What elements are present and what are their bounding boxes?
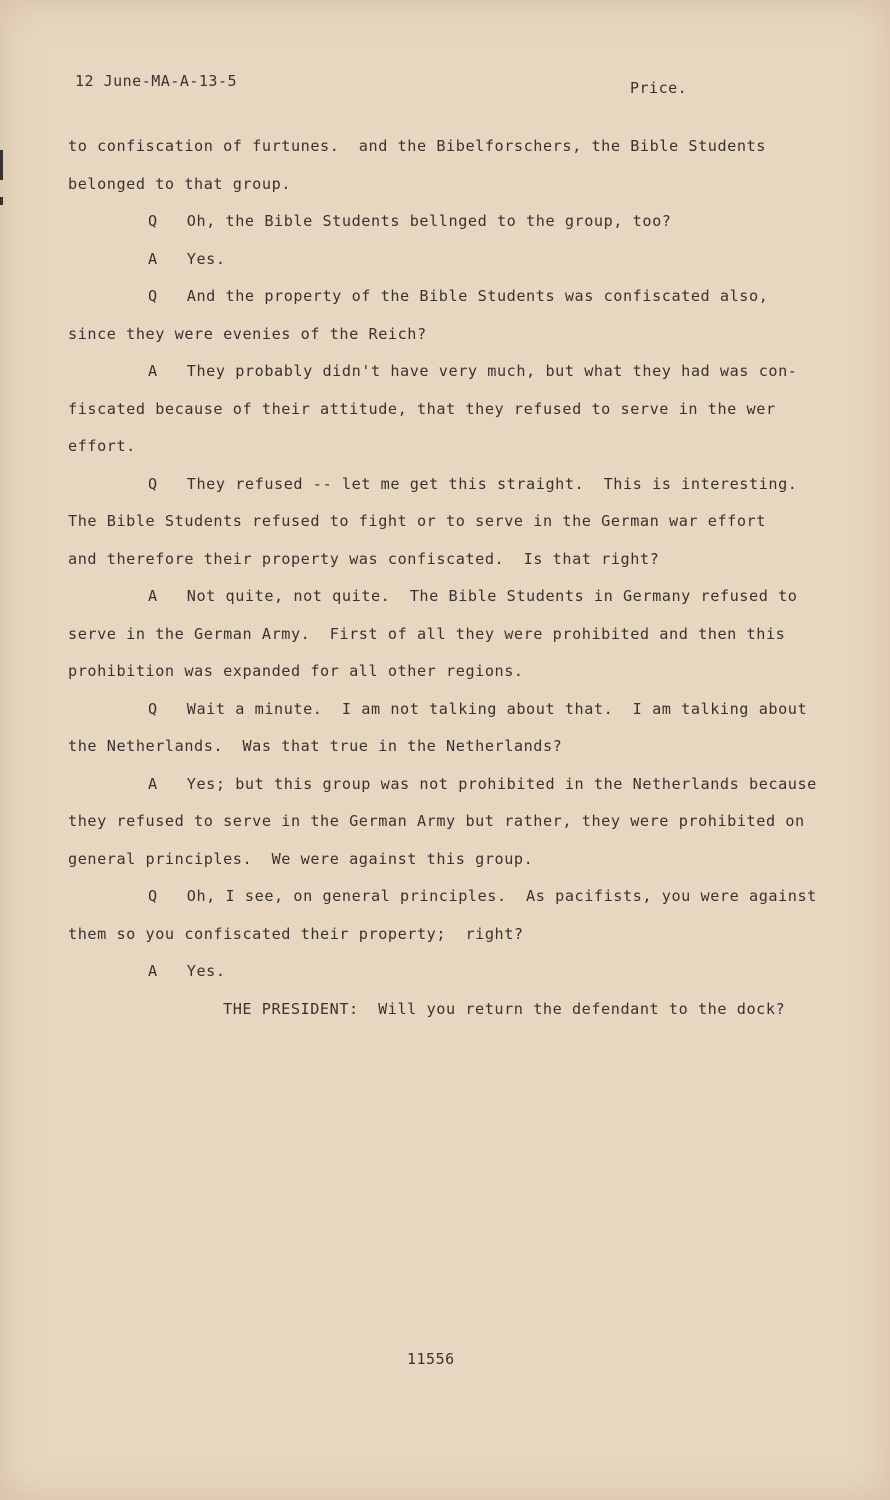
margin-mark	[0, 197, 3, 205]
answer-line: A Yes.	[148, 249, 226, 268]
header-reference: 12 June-MA-A-13-5	[75, 72, 238, 90]
transcript-line: them so you confiscated their property; right?	[68, 924, 524, 943]
question-line: Q Oh, the Bible Students bellnged to the group, too?	[148, 212, 672, 230]
transcript-line: since they were evenies of the Reich?	[68, 324, 427, 343]
answer-line: A Yes; but this group was not prohibited in the Netherlands because	[148, 774, 817, 793]
question-line: Q And the property of the Bible Students was confiscated also,	[148, 287, 769, 305]
question-line: Q They refused -- let me get this straight. This is interesting.	[148, 474, 798, 493]
transcript-line: serve in the German Army. First of all they were prohibited and then this	[68, 624, 786, 643]
transcript-line: fiscated because of their attitude, that they refused to serve in the wer	[68, 399, 776, 418]
transcript-line: they refused to serve in the German Army but rather, they were prohibited on	[68, 812, 805, 830]
answer-line: A Yes.	[148, 962, 226, 980]
transcript-line: general principles. We were against this group.	[68, 849, 534, 868]
answer-line: A They probably didn't have very much, but what they had was con-	[148, 362, 798, 380]
transcript-line: belonged to that group.	[68, 174, 291, 193]
transcript-line: The Bible Students refused to fight or to serve in the German war effort	[68, 512, 766, 530]
header-witness-name: Price.	[630, 79, 688, 97]
transcript-line: prohibition was expanded for all other regions.	[68, 662, 524, 680]
page-number: 11556	[407, 1350, 455, 1368]
question-line: Q Wait a minute. I am not talking about that. I am talking about	[148, 699, 808, 718]
transcript-line: effort.	[68, 437, 136, 455]
transcript-line: to confiscation of furtunes. and the Bibelforschers, the Bible Students	[68, 137, 766, 155]
president-line: THE PRESIDENT: Will you return the defendant to the dock?	[223, 999, 786, 1018]
transcript-line: the Netherlands. Was that true in the Netherlands?	[68, 737, 563, 755]
answer-line: A Not quite, not quite. The Bible Students in Germany refused to	[148, 587, 798, 605]
margin-mark	[0, 150, 3, 180]
transcript-line: and therefore their property was confiscated. Is that right?	[68, 549, 660, 568]
question-line: Q Oh, I see, on general principles. As pacifists, you were against	[148, 887, 817, 905]
transcript-body	[68, 128, 817, 1028]
